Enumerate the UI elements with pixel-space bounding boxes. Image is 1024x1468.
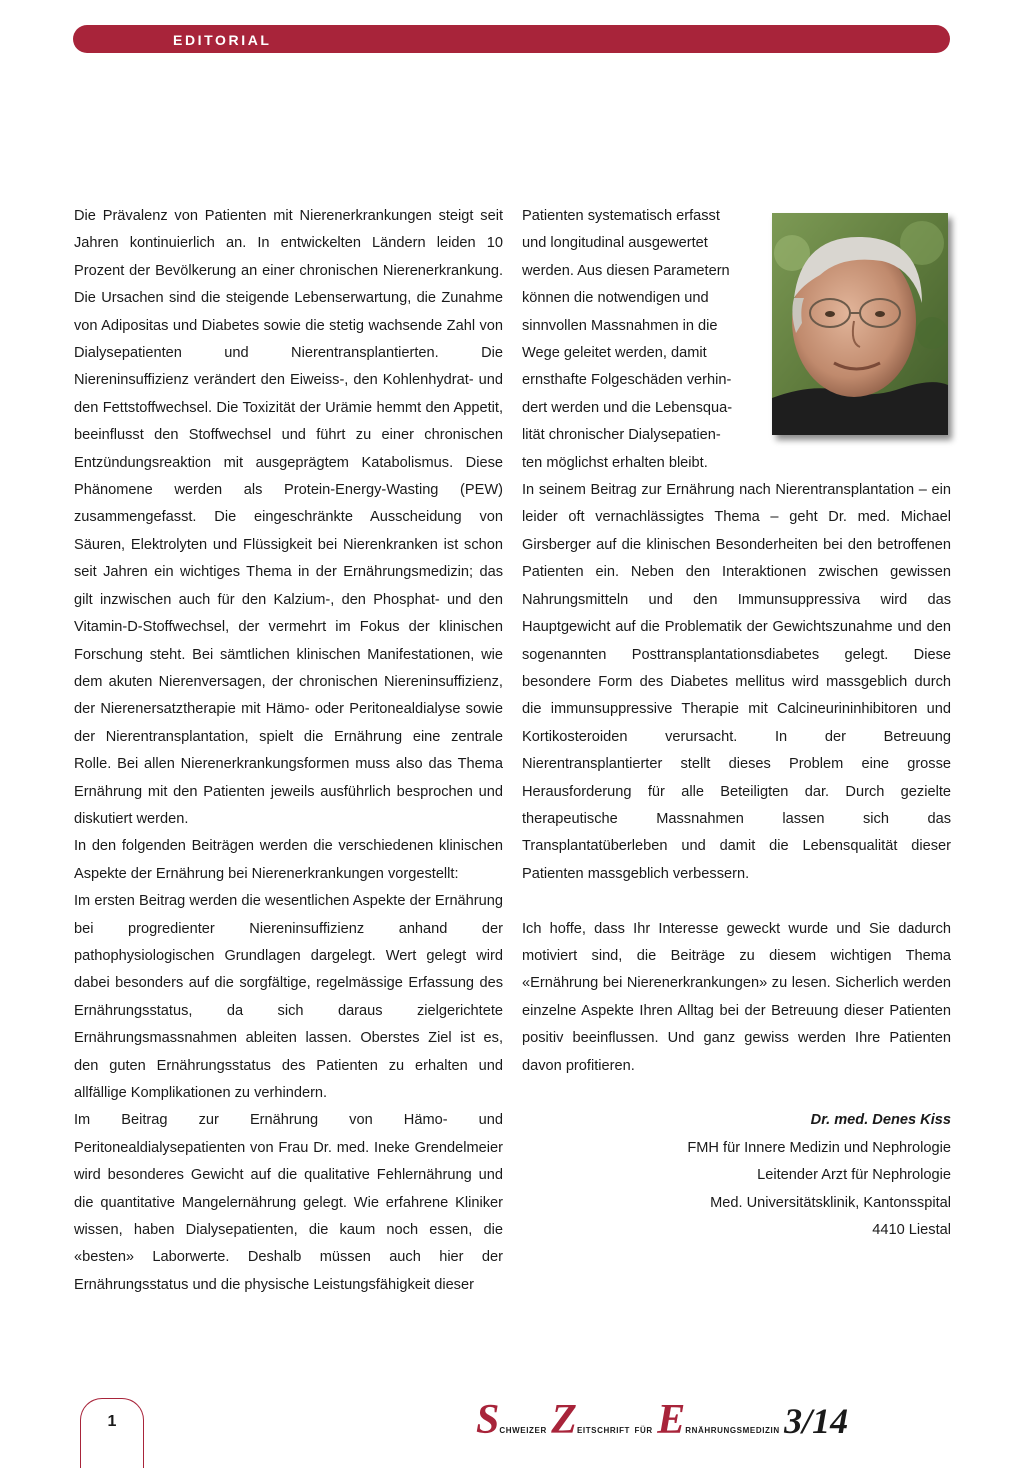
author-title: FMH für Innere Medizin und Nephrologie [687,1139,951,1156]
author-city: 4410 Liestal [872,1222,951,1238]
page-number: 1 [107,1413,117,1430]
journal-letter-s: S [476,1397,500,1443]
journal-word-fuer: FÜR [634,1426,653,1435]
section-banner [73,25,950,53]
intro-paragraph: Die Prävalenz von Patienten mit Nierenerkrankungen steigt seit Jahren kontinuierlich an. In entwickelten Ländern leiden 10 Prozent der Bevölkerung an einer chronischen Nierenerkrankung. Die Ursachen sind die steigende Lebenserwartung, die Zunahme von Adipositas und Diabetes sowie die stetig wachsende Zahl von Dialysepatienten und Nierentransplantierten. Die Niereninsuffizienz verändert den Eiweiss-, den Kohlenhydrat- und den Fettstoffwechsel. Die Toxizität der Urämie hemmt den Appetit, beeinflusst den Stoffwechsel und führt zu einer chronischen Entzündungsreaktion mit ausgeprägtem Katabolismus. Diese Phänomene werden als Protein-Energy-Wasting (PEW) zusammengefasst. Die eingeschränkte Ausscheidung von Säuren, Elektrolyten und Flüssigkeit bei Nierenkranken ist schon seit Jahren ein wichtiges Thema in der Ernährungsmedizin; das gilt inzwischen auch für den Kalzium-, den Phosphat- und den Vitamin-D-Stoffwechsel, der vermehrt im Fokus der klinischen Forschung steht. Bei sämtlichen klinischen Manifestationen, wie dem akuten Nierenversagen, der chronischen Niereninsuffizienz, der Nierenersatztherapie mit Hämo- oder Peritonealdialyse sowie der Nierentransplantation, spielt die Ernährung eine zentrale Rolle. Bei allen Nierenerkrankungsformen muss also das Thema Ernährung mit den Patienten jeweils ausführlich besprochen und diskutiert werden. [74,208,503,827]
wrapped-line: werden. Aus diesen Parametern [522,262,730,279]
author-position: Leitender Arzt für Nephrologie [757,1167,951,1184]
author-portrait-photo [772,213,948,435]
wrapped-line: ten möglichst erhalten bleibt. [522,454,708,471]
author-name: Dr. med. Denes Kiss [810,1112,951,1129]
journal-issue: 3/14 [784,1401,849,1441]
section-label: EDITORIAL [173,32,272,48]
journal-word-zeitschrift: EITSCHRIFT [576,1426,631,1435]
first-article-paragraph: Im ersten Beitrag werden die wesentlichen Aspekte der Ernährung bei progredienter Niereninsuffizienz anhand der pathophysiologischen Grundlagen dargelegt. Wert gelegt wird dabei besonders auf die sorgfältige, regelmässige Erfassung des Ernährungsstatus, da sich daraus zielgerichtete Ernährungsmassnahmen ableiten lassen. Oberstes Ziel ist es, den guten Ernährungsstatus des Patienten zu erhalten und allfällige Komplikationen zu verhindern. [74,893,503,1101]
author-institution: Med. Universitätsklinik, Kantonsspital [710,1194,951,1211]
journal-letter-z: Z [551,1397,577,1443]
left-column [74,203,503,1299]
wrapped-line: dert werden und die Lebensqua- [522,399,733,416]
journal-wordmark [476,1396,950,1443]
transplant-paragraph: In seinem Beitrag zur Ernährung nach Nierentransplantation – ein leider oft vernachlässigtes Thema – geht Dr. med. Michael Girsberger auf die klinischen Besonderheiten bei den betroffenen Patienten ein. Neben den Interaktionen zwischen gewissen Nahrungsmitteln und den Immunsuppressiva wird das Hauptgewicht auf die Problematik der Gewichtszunahme und den sogenannten Posttransplantationsdiabetes gelegt. Diese besondere Form des Diabetes mellitus wird massgeblich durch die immunsuppressive Therapie mit Calcineurininhibitoren und Kortikosteroiden verursacht. In der Betreuung Nierentransplantierter stellt dieses Problem eine grosse Herausforderung für alle Beteiligten dar. Durch gezielte therapeutische Massnahmen lassen sich das Transplantatüberleben und damit die Lebensqualität dieser Patienten massgeblich verbessern. [522,482,951,882]
wrapped-line: können die notwendigen und [522,290,709,307]
journal-letter-e: E [657,1397,686,1443]
wrapped-line: Patienten systematisch erfasst [522,208,720,224]
journal-word-schweizer: CHWEIZER [499,1426,547,1435]
wrapped-line: Wege geleitet werden, damit [522,345,707,362]
closing-paragraph: Ich hoffe, dass Ihr Interesse geweckt wurde und Sie dadurch motiviert sind, die Beiträge zu diesem wichtigen Thema «Ernährung bei Nierenerkrankungen» zu lesen. Sicherlich werden einzelne Aspekte Ihren Alltag bei der Betreuung dieser Patienten positiv beeinflussen. Und ganz gewiss werden Ihre Patienten davon profitieren. [522,920,951,1074]
overview-paragraph: In den folgenden Beiträgen werden die verschiedenen klinischen Aspekte der Ernährung bei Nierenerkrankungen vorgestellt: [74,838,503,882]
wrapped-line: sinnvollen Massnahmen in die [522,317,718,334]
wrapped-line: lität chronischer Dialysepatien- [522,427,721,444]
wrapped-text-block [522,203,754,477]
page-number-tab [80,1398,144,1468]
wrapped-line: und longitudinal ausgewertet [522,235,708,252]
dialysis-paragraph: Im Beitrag zur Ernährung von Hämo- und Peritonealdialysepatienten von Frau Dr. med. Ineke Grendelmeier wird besonderes Gewicht auf die qualitative Fehlernährung und die quantitative Mangelernährung gelegt. Wie erfahrene Kliniker wissen, haben Dialysepatienten, die kaum noch essen, die «besten» Laborwerte. Deshalb müssen auch hier der Ernährungsstatus und die physische Leistungsfähigkeit dieser [74,1112,503,1293]
signature-block [522,1107,951,1244]
wrapped-line: ernsthafte Folgeschäden verhin- [522,372,732,389]
journal-word-ernaehrungsmedizin: RNÄHRUNGSMEDIZIN [685,1426,780,1435]
